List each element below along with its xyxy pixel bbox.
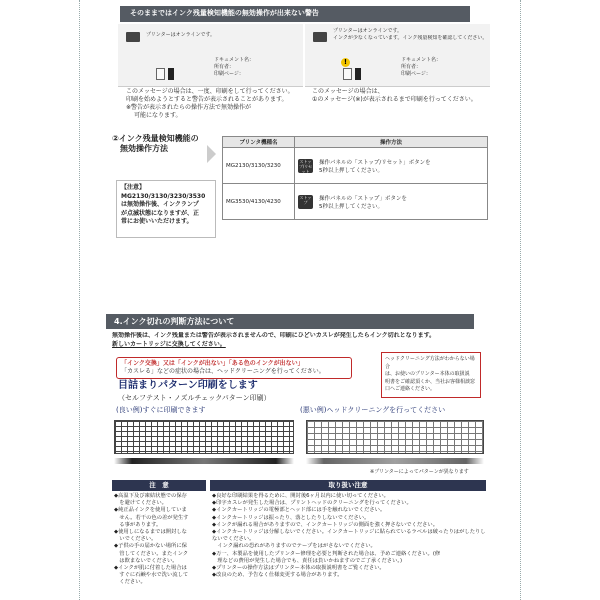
models-table xyxy=(222,136,488,220)
good-pattern-stripe xyxy=(114,458,294,464)
explanation-line: このメッセージの場合は、一度、印刷をして行ってください。 xyxy=(126,88,294,95)
list-item: ◆インクカートリッジは分解しないでください。インクカートリッジに貼られているラベルは破ったりはがしたりしないでください。 xyxy=(212,529,486,543)
method-line: 5秒以上押してください。 xyxy=(319,167,384,174)
method-cell xyxy=(295,184,488,220)
list-item: を避けてください。 xyxy=(114,500,167,507)
list-item: せん。若干の色の差が発生す xyxy=(114,514,189,521)
left-status-message: プリンターはオンラインです。 xyxy=(146,32,216,38)
message-panel-right xyxy=(305,24,490,87)
list-item: ◆高温下及び凍結状態での保存 xyxy=(114,493,187,499)
list-item: いでください。 xyxy=(114,536,157,543)
printer-icon xyxy=(126,32,140,42)
left-document-label: ドキュメント名： xyxy=(214,57,255,63)
stop-reset-button-image: ストップ/リセット xyxy=(298,158,313,174)
right-explanation xyxy=(312,88,512,104)
list-item: ◆万一、本製品を使用したプリンター修理を必要と判断された場合は、予めご連絡ください。(修 xyxy=(212,550,441,557)
section4-line1: 無効操作後は、インク残量または警告が表示されませんので、印刷にひどいカスレが発生したらインク切れとなります。 xyxy=(112,332,436,339)
note-line: ヘッドクリーニング方法がわからない場合 xyxy=(385,356,475,370)
right-owner-label: 所有者： xyxy=(401,64,422,70)
bad-example-label: (悪い例)ヘッドクリーニングを行ってください xyxy=(300,406,446,414)
list-item: ◆インクカートリッジは振ったり、落としたりしないでください。 xyxy=(212,514,370,521)
handling-list xyxy=(212,493,488,579)
table-row xyxy=(223,148,488,184)
right-ink-warning: インクが少なくなっています。インク残量検知を確認してください。 xyxy=(333,35,488,41)
list-item: すぐに石鹸や水で洗い流して xyxy=(114,572,189,579)
head-cleaning-note xyxy=(381,352,481,398)
warning-header-bar xyxy=(120,6,470,22)
list-item: ◆使用しになるまでは開封しな xyxy=(114,529,187,536)
list-item: 管してください。またインク xyxy=(114,550,189,557)
notice-line: MG2130/3130/3230/3530 xyxy=(121,192,206,200)
caution-header: 注 意 xyxy=(112,480,206,491)
note-line: は、お使いのプリンター本体の取扱説 xyxy=(385,371,470,377)
right-status-message: プリンターはオンラインです。 xyxy=(333,28,403,34)
pattern-subtitle: （セルフテスト・ノズルチェックパターン印刷） xyxy=(118,394,271,402)
section2-title-line: 無効操作方法 xyxy=(120,144,168,153)
list-item: ◆インクが肌に付着した場合は xyxy=(114,565,187,572)
list-item: は飲まないでください。 xyxy=(114,557,178,564)
paper-icon xyxy=(156,68,165,80)
note-line: 明書をご確認頂くか、当社お客様相談窓 xyxy=(385,378,476,385)
list-item: ◆良好な印刷結果を得るために、開封後6ヶ月以内に使い切ってください。 xyxy=(212,493,389,499)
section2-title-line: ②インク残量検知機能の xyxy=(112,134,199,143)
list-item: ください。 xyxy=(114,579,146,586)
section4-header-bar xyxy=(106,314,474,329)
section4-title: 4.インク切れの判断方法について xyxy=(114,317,235,326)
explanation-line: このメッセージの場合は、 xyxy=(312,88,384,95)
symptom-box xyxy=(116,357,352,379)
notice-box xyxy=(116,180,216,238)
left-owner-label: 所有者： xyxy=(214,64,235,70)
arrow-shape xyxy=(207,145,216,163)
method-line: 操作パネルの「ストップ/リセット」ボタンを xyxy=(319,159,431,166)
list-item: ◆インクが漏れる場合がありますので、インクカートリッジの側面を強く押さないでください。 xyxy=(212,521,439,528)
caution-list xyxy=(114,493,208,587)
explanation-line: ①のメッセージ(※)が表示されるまで印刷を行ってください。 xyxy=(312,96,477,103)
right-page-label: 印刷ページ： xyxy=(401,71,431,77)
paper-icon xyxy=(343,68,352,80)
notice-line: が点滅状態になりますが、正 xyxy=(121,209,200,217)
list-item: る事があります。 xyxy=(114,521,162,528)
explanation-line: 印刷を始めようとすると警告が表示されることがあります。 xyxy=(126,96,288,103)
table-header: プリンタ機種名 xyxy=(223,137,295,148)
section2-title xyxy=(112,134,222,154)
pattern-title: 目詰まりパターン印刷をします xyxy=(118,380,258,391)
right-document-label: ドキュメント名： xyxy=(401,57,442,63)
method-line: 操作パネルの「ストップ」ボタンを xyxy=(319,195,407,202)
left-margin-line xyxy=(79,0,80,600)
method-cell xyxy=(295,148,488,184)
explanation-line: 可能になります。 xyxy=(134,112,182,119)
list-item: インク漏れの恐れがありますのでテープをはがさないでください。 xyxy=(212,543,376,550)
ink-cartridge-icon xyxy=(168,68,174,80)
model-cell: MG2130/3130/3230 xyxy=(223,148,295,184)
pattern-footnote: ※プリンターによってパターンが異なります xyxy=(370,469,469,475)
table-row xyxy=(223,184,488,220)
explanation-line: ※警告が表示されたらの操作方法で無効操作が xyxy=(126,104,252,111)
good-example-label: (良い例)すぐに印刷できます xyxy=(116,406,206,414)
notice-line: は無効操作後、インクランプ xyxy=(121,201,199,208)
model-cell: MG3530/4130/4230 xyxy=(223,184,295,220)
notice-title: 【注意】 xyxy=(121,184,146,191)
stop-button-image: ストップ xyxy=(298,195,313,209)
symptom-line: 「カスレる」などの症状の場合は、ヘッドクリーニングを行ってください。 xyxy=(121,368,325,375)
method-line: 5秒以上押してください。 xyxy=(319,203,384,210)
list-item: ◆インクカートリッジの電極部とヘッド部には手を触れないでください。 xyxy=(212,507,386,514)
list-item: ◆子供の手の届かない場所に保 xyxy=(114,543,187,550)
handling-caution-header: 取り扱い注意 xyxy=(210,480,486,491)
list-item: ◆プリンターの操作方法はプリンター本体の取扱説明書をご覧ください。 xyxy=(212,565,385,572)
printer-icon xyxy=(313,32,327,42)
warning-icon: ! xyxy=(341,58,350,67)
list-item: ◆改良のため、予告なく仕様変更する場合があります。 xyxy=(212,572,343,579)
list-item: ◆純正品インクを使用していま xyxy=(114,507,187,514)
good-pattern-grid xyxy=(114,420,294,454)
warning-header-text: そのままではインク残量検知機能の無効操作が出来ない警告 xyxy=(130,9,319,17)
right-margin-line xyxy=(520,0,521,600)
ink-cartridge-icon xyxy=(355,68,361,80)
section4-line2: 新しいカートリッジに交換してください。 xyxy=(112,341,226,348)
bad-pattern-grid xyxy=(306,420,484,454)
table-header: 操作方法 xyxy=(295,137,488,148)
notice-line: 常にお使いいただけます。 xyxy=(121,218,193,225)
bad-pattern-stripe xyxy=(306,458,484,464)
table-header-row xyxy=(223,137,488,148)
left-page-label: 印刷ページ： xyxy=(214,71,244,77)
note-line: 口へご連絡ください。 xyxy=(385,386,436,392)
left-explanation xyxy=(126,88,306,120)
list-item: 理などの費用が発生した場合でも、責任は負いかねますのでご了承ください。) xyxy=(212,557,403,564)
message-panel-left xyxy=(118,24,303,87)
list-item: ◆印字カスレが発生した場合は、プリントヘッドのクリーニングを行ってください。 xyxy=(212,500,412,507)
symptom-line: 「インク交換」又は「インクが出ない」「ある色のインクが出ない」 xyxy=(121,360,304,367)
